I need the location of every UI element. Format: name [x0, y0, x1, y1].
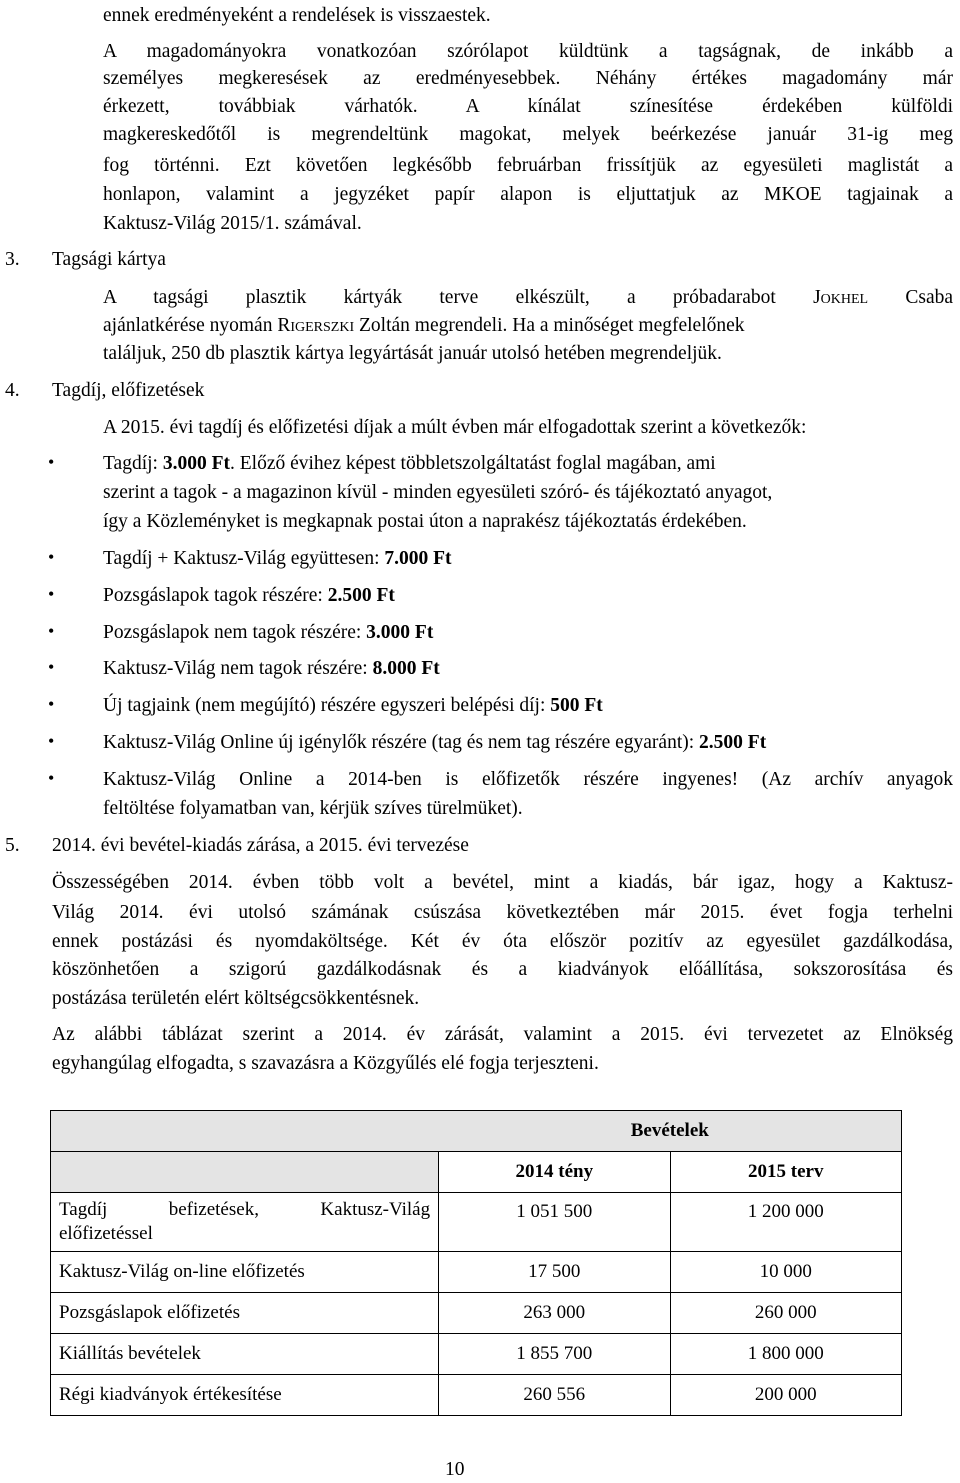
list-item [103, 621, 433, 645]
text-line: köszönhetően a szigorú gazdálkodásnak és a kiadványok előállítása, sokszorosítása és [52, 959, 953, 980]
section-number: 5. [5, 835, 20, 856]
item-label: Tagdíj + Kaktusz-Világ együttesen: [103, 548, 385, 569]
text-line: A 2015. évi tagdíj és előfizetési díjak a múlt évben már elfogadottak szerint a következők: [103, 417, 807, 438]
item-price: 7.000 Ft [384, 548, 452, 569]
bullet-icon: • [48, 731, 55, 751]
table-row [51, 1375, 902, 1416]
bullet-icon: • [48, 694, 55, 714]
text-line: Kaktusz-Világ 2015/1. számával. [103, 213, 362, 234]
text-line: fog történni. Ezt követően legkésőbb februárban frissítjük az egyesületi maglistát a [103, 155, 953, 176]
table-row [51, 1193, 902, 1252]
table-row [51, 1252, 902, 1293]
row-label: Pozsgáslapok előfizetés [51, 1293, 439, 1334]
item-price: 500 Ft [550, 695, 603, 716]
list-item [103, 547, 452, 571]
column-header: 2014 tény [439, 1152, 670, 1193]
text-line: így a Közleményket is megkapnak postai úton a naprakész tájékoztatás érdekében. [103, 511, 747, 532]
text-line: személyes megkeresések az eredményesebbek. Néhány értékes magadomány már [103, 68, 953, 89]
table-row [51, 1293, 902, 1334]
cell-2015: 10 000 [670, 1252, 901, 1293]
text-line: egyhangúlag elfogadta, s szavazásra a Közgyűlés elé fogja terjeszteni. [52, 1053, 599, 1074]
text-line: szerint a tagok - a magazinon kívül - minden egyesületi szóró- és tájékoztató anyagot, [103, 482, 773, 503]
text-fragment: Zoltán megrendeli. Ha a minőséget megfelelőnek [354, 315, 745, 336]
cell-2015: 260 000 [670, 1293, 901, 1334]
item-price: 3.000 Ft [366, 622, 434, 643]
text-line: Világ 2014. évi utolsó számának csúszása következtében már 2015. évet fogja terhelni [52, 902, 953, 923]
item-price: 2.500 Ft [699, 732, 767, 753]
text-line: érkezett, továbbiak várhatók. A kínálat színesítése érdekében külföldi [103, 96, 953, 117]
cell-2014: 1 051 500 [439, 1193, 670, 1252]
revenue-table [50, 1110, 902, 1416]
cell-2014: 1 855 700 [439, 1334, 670, 1375]
text-line: postázása területén elért költségcsökkentésnek. [52, 988, 420, 1009]
text-line: magkereskedőtől is megrendeltünk magokat, melyek beérkezése január 31-ig meg [103, 124, 953, 145]
table-cell [51, 1111, 439, 1152]
cell-2014: 260 556 [439, 1375, 670, 1416]
item-label: Tagdíj: [103, 453, 163, 474]
section-title: 2014. évi bevétel-kiadás zárása, a 2015. évi tervezése [52, 835, 469, 856]
text-fragment: ajánlatkérése nyomán [103, 315, 278, 336]
section-number: 4. [5, 380, 20, 401]
text-line: találjuk, 250 db plasztik kártya legyártását január utolsó hetében megrendeljük. [103, 343, 722, 364]
list-item [103, 657, 440, 681]
row-label: Kiállítás bevételek [51, 1334, 439, 1375]
list-item [103, 731, 766, 755]
item-label: Pozsgáslapok nem tagok részére: [103, 622, 367, 643]
row-label: Kaktusz-Világ on-line előfizetés [51, 1252, 439, 1293]
bullet-icon: • [48, 621, 55, 641]
text-line: A tagsági plasztik kártyák terve elkészült, a próbadarabot Jokhel Csaba [103, 287, 954, 308]
item-label: Kaktusz-Világ Online új igénylők részére (tag és nem tag részére egyaránt): [103, 732, 700, 753]
item-price: 3.000 Ft [162, 453, 230, 474]
item-label: Kaktusz-Világ nem tagok részére: [103, 658, 373, 679]
bullet-icon: • [48, 547, 55, 567]
cell-2014: 263 000 [439, 1293, 670, 1334]
item-text: . Előző évihez képest többletszolgáltatást foglal magában, ami [230, 453, 716, 474]
table-title: Bevételek [439, 1111, 902, 1152]
section-title: Tagdíj, előfizetések [52, 380, 205, 401]
person-name: Rigerszki [277, 315, 355, 336]
table-header-row [51, 1111, 902, 1152]
text-line: Az alábbi táblázat szerint a 2014. év zárását, valamint a 2015. évi tervezetet az Elnökség [52, 1024, 953, 1045]
table-row [51, 1334, 902, 1375]
section-number: 3. [5, 249, 20, 270]
column-header: 2015 terv [670, 1152, 901, 1193]
item-price: 8.000 Ft [372, 658, 440, 679]
cell-2015: 1 800 000 [670, 1334, 901, 1375]
table-cell [51, 1152, 439, 1193]
text-line: ennek eredményeként a rendelések is visszaestek. [103, 5, 491, 26]
list-item: Kaktusz-Világ Online a 2014-ben is előfizetők részére ingyenes! (Az archív anyagok [103, 769, 953, 790]
item-label: Pozsgáslapok tagok részére: [103, 585, 328, 606]
text-line: Összességében 2014. évben több volt a bevétel, mint a kiadás, bár igaz, hogy a Kaktusz- [52, 872, 953, 893]
cell-2015: 200 000 [670, 1375, 901, 1416]
text-line: honlapon, valamint a jegyzéket papír alapon is eljuttatjuk az MKOE tagjainak a [103, 184, 953, 205]
table-header-row [51, 1152, 902, 1193]
bullet-icon: • [48, 452, 55, 472]
item-price: 2.500 Ft [327, 585, 395, 606]
text-line [103, 314, 745, 338]
bullet-icon: • [48, 768, 55, 788]
item-label: Új tagjaink (nem megújító) részére egyszeri belépési díj: [103, 695, 551, 716]
list-item [103, 452, 716, 476]
text-line: A magadományokra vonatkozóan szórólapot küldtünk a tagságnak, de inkább a [103, 41, 953, 62]
bullet-icon: • [48, 584, 55, 604]
cell-2014: 17 500 [439, 1252, 670, 1293]
text-line: feltöltése folyamatban van, kérjük szíves türelmüket). [103, 798, 523, 819]
bullet-icon: • [48, 657, 55, 677]
person-name: Jokhel [813, 287, 869, 308]
list-item [103, 694, 603, 718]
page-number: 10 [445, 1459, 465, 1480]
cell-2015: 1 200 000 [670, 1193, 901, 1252]
list-item [103, 584, 395, 608]
section-title: Tagsági kártya [52, 249, 166, 270]
text-line: ennek postázási és nyomdaköltsége. Két év óta először pozitív az egyesület gazdálkodása, [52, 931, 953, 952]
row-label: Régi kiadványok értékesítése [51, 1375, 439, 1416]
row-label: Tagdíj befizetések, Kaktusz-Világ előfizetéssel [51, 1193, 439, 1252]
